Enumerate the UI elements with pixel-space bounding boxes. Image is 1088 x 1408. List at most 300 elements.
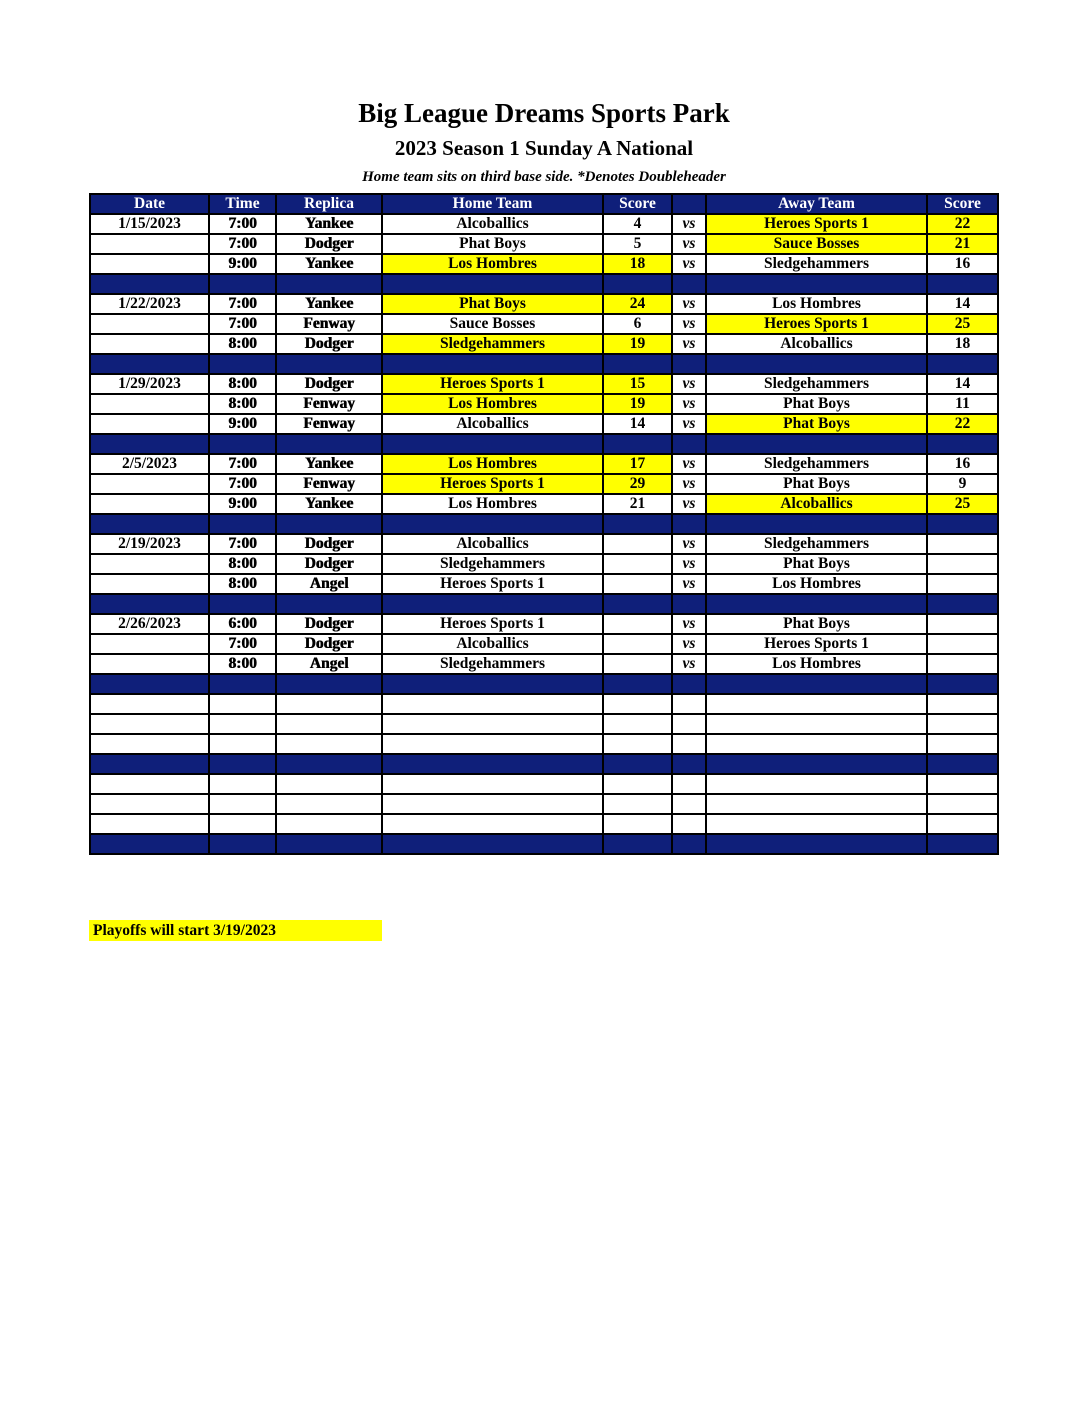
- away-score-cell: 25: [927, 314, 998, 334]
- home-team-cell: Los Hombres: [382, 254, 603, 274]
- home-score-cell: 4: [603, 214, 672, 234]
- away-team-cell: Los Hombres: [706, 654, 927, 674]
- separator-cell: [927, 594, 998, 614]
- away-team-cell: [706, 734, 927, 754]
- home-score-cell: 18: [603, 254, 672, 274]
- home-score-cell: 24: [603, 294, 672, 314]
- separator-cell: [672, 674, 706, 694]
- time-cell: [209, 694, 276, 714]
- separator-cell: [603, 274, 672, 294]
- schedule-note: Home team sits on third base side. *Denotes Doubleheader: [362, 169, 726, 185]
- home-score-cell: [603, 654, 672, 674]
- separator-cell: [672, 354, 706, 374]
- away-score-cell: [927, 814, 998, 834]
- date-cell: 1/22/2023: [90, 294, 209, 314]
- away-team-cell: Los Hombres: [706, 574, 927, 594]
- playoffs-note: Playoffs will start 3/19/2023: [89, 920, 382, 941]
- away-score-cell: [927, 654, 998, 674]
- away-team-cell: [706, 794, 927, 814]
- time-cell: 7:00: [209, 534, 276, 554]
- vs-cell: vs: [672, 614, 706, 634]
- home-score-cell: 19: [603, 334, 672, 354]
- home-score-cell: [603, 814, 672, 834]
- away-team-cell: [706, 714, 927, 734]
- replica-cell: Dodger: [276, 614, 382, 634]
- home-team-cell: Los Hombres: [382, 454, 603, 474]
- separator-cell: [706, 834, 927, 854]
- col-vs-header: [672, 194, 706, 214]
- table-row: [90, 554, 998, 574]
- separator-cell: [90, 594, 209, 614]
- away-team-cell: Los Hombres: [706, 294, 927, 314]
- away-team-cell: Sledgehammers: [706, 454, 927, 474]
- table-row: [90, 414, 998, 434]
- home-team-cell: Heroes Sports 1: [382, 614, 603, 634]
- replica-cell: Angel: [276, 654, 382, 674]
- separator-cell: [209, 674, 276, 694]
- away-team-cell: Alcoballics: [706, 494, 927, 514]
- table-row: [90, 774, 998, 794]
- date-cell: 1/29/2023: [90, 374, 209, 394]
- separator-cell: [209, 754, 276, 774]
- time-cell: 7:00: [209, 294, 276, 314]
- schedule-table: [89, 193, 999, 855]
- away-score-cell: 21: [927, 234, 998, 254]
- time-cell: 7:00: [209, 234, 276, 254]
- time-cell: [209, 734, 276, 754]
- replica-cell: Dodger: [276, 554, 382, 574]
- date-cell: [90, 794, 209, 814]
- time-cell: 8:00: [209, 574, 276, 594]
- away-score-cell: 22: [927, 214, 998, 234]
- col-date-header: Date: [90, 194, 209, 214]
- away-score-cell: [927, 534, 998, 554]
- replica-cell: Dodger: [276, 234, 382, 254]
- date-cell: [90, 314, 209, 334]
- table-row: [90, 794, 998, 814]
- home-team-cell: [382, 734, 603, 754]
- home-score-cell: [603, 614, 672, 634]
- separator-cell: [603, 754, 672, 774]
- home-team-cell: [382, 714, 603, 734]
- separator-cell: [382, 594, 603, 614]
- home-team-cell: Alcoballics: [382, 634, 603, 654]
- home-team-cell: Phat Boys: [382, 234, 603, 254]
- separator-cell: [90, 354, 209, 374]
- date-cell: 2/5/2023: [90, 454, 209, 474]
- away-score-cell: [927, 694, 998, 714]
- replica-cell: Yankee: [276, 494, 382, 514]
- separator-cell: [706, 514, 927, 534]
- separator-cell: [603, 354, 672, 374]
- date-cell: 2/19/2023: [90, 534, 209, 554]
- replica-cell: Fenway: [276, 394, 382, 414]
- time-cell: 8:00: [209, 654, 276, 674]
- vs-cell: [672, 734, 706, 754]
- week-separator-row: [90, 834, 998, 854]
- replica-cell: Yankee: [276, 454, 382, 474]
- home-team-cell: Los Hombres: [382, 494, 603, 514]
- away-team-cell: Phat Boys: [706, 414, 927, 434]
- week-separator-row: [90, 274, 998, 294]
- separator-cell: [672, 754, 706, 774]
- separator-cell: [603, 674, 672, 694]
- away-team-cell: Sledgehammers: [706, 254, 927, 274]
- replica-cell: [276, 714, 382, 734]
- home-score-cell: 29: [603, 474, 672, 494]
- away-team-cell: Phat Boys: [706, 614, 927, 634]
- home-score-cell: 19: [603, 394, 672, 414]
- table-row: [90, 494, 998, 514]
- separator-cell: [927, 434, 998, 454]
- date-cell: [90, 554, 209, 574]
- table-row: [90, 634, 998, 654]
- away-score-cell: [927, 774, 998, 794]
- separator-cell: [706, 754, 927, 774]
- week-separator-row: [90, 754, 998, 774]
- col-time-header: Time: [209, 194, 276, 214]
- away-score-cell: [927, 614, 998, 634]
- table-row: [90, 394, 998, 414]
- date-cell: [90, 814, 209, 834]
- time-cell: 7:00: [209, 634, 276, 654]
- date-cell: [90, 654, 209, 674]
- vs-cell: [672, 694, 706, 714]
- time-cell: 8:00: [209, 554, 276, 574]
- table-row: [90, 814, 998, 834]
- vs-cell: vs: [672, 314, 706, 334]
- home-score-cell: [603, 554, 672, 574]
- date-cell: 2/26/2023: [90, 614, 209, 634]
- date-cell: [90, 634, 209, 654]
- table-row: [90, 454, 998, 474]
- away-score-cell: 16: [927, 454, 998, 474]
- away-team-cell: Sauce Bosses: [706, 234, 927, 254]
- away-team-cell: Alcoballics: [706, 334, 927, 354]
- away-score-cell: [927, 734, 998, 754]
- table-row: [90, 694, 998, 714]
- separator-cell: [276, 834, 382, 854]
- away-score-cell: 18: [927, 334, 998, 354]
- time-cell: [209, 794, 276, 814]
- table-row: [90, 614, 998, 634]
- vs-cell: vs: [672, 574, 706, 594]
- date-cell: [90, 734, 209, 754]
- vs-cell: [672, 814, 706, 834]
- separator-cell: [90, 674, 209, 694]
- time-cell: [209, 814, 276, 834]
- replica-cell: Fenway: [276, 314, 382, 334]
- page-title: Big League Dreams Sports Park: [358, 98, 730, 128]
- vs-cell: vs: [672, 394, 706, 414]
- separator-cell: [927, 514, 998, 534]
- separator-cell: [276, 354, 382, 374]
- separator-cell: [276, 674, 382, 694]
- home-team-cell: [382, 694, 603, 714]
- separator-cell: [209, 594, 276, 614]
- separator-cell: [276, 754, 382, 774]
- away-score-cell: 14: [927, 294, 998, 314]
- date-cell: 1/15/2023: [90, 214, 209, 234]
- replica-cell: [276, 794, 382, 814]
- separator-cell: [382, 834, 603, 854]
- away-score-cell: [927, 714, 998, 734]
- separator-cell: [382, 274, 603, 294]
- away-team-cell: [706, 814, 927, 834]
- away-score-cell: [927, 574, 998, 594]
- page-subtitle: 2023 Season 1 Sunday A National: [394, 136, 694, 160]
- date-cell: [90, 494, 209, 514]
- table-row: [90, 214, 998, 234]
- separator-cell: [382, 434, 603, 454]
- home-team-cell: Los Hombres: [382, 394, 603, 414]
- table-row: [90, 474, 998, 494]
- separator-cell: [209, 274, 276, 294]
- week-separator-row: [90, 354, 998, 374]
- vs-cell: vs: [672, 454, 706, 474]
- replica-cell: Yankee: [276, 254, 382, 274]
- time-cell: 8:00: [209, 334, 276, 354]
- vs-cell: [672, 774, 706, 794]
- vs-cell: vs: [672, 494, 706, 514]
- home-team-cell: Heroes Sports 1: [382, 574, 603, 594]
- away-team-cell: Heroes Sports 1: [706, 634, 927, 654]
- time-cell: 8:00: [209, 394, 276, 414]
- home-team-cell: Alcoballics: [382, 214, 603, 234]
- away-team-cell: Sledgehammers: [706, 374, 927, 394]
- date-cell: [90, 574, 209, 594]
- table-row: [90, 294, 998, 314]
- time-cell: 8:00: [209, 374, 276, 394]
- date-cell: [90, 254, 209, 274]
- time-cell: 7:00: [209, 314, 276, 334]
- replica-cell: [276, 694, 382, 714]
- home-score-cell: [603, 734, 672, 754]
- away-score-cell: 11: [927, 394, 998, 414]
- table-row: [90, 374, 998, 394]
- separator-cell: [209, 354, 276, 374]
- replica-cell: Dodger: [276, 374, 382, 394]
- table-row: [90, 234, 998, 254]
- separator-cell: [382, 354, 603, 374]
- separator-cell: [90, 434, 209, 454]
- home-score-cell: 21: [603, 494, 672, 514]
- separator-cell: [672, 594, 706, 614]
- replica-cell: Yankee: [276, 214, 382, 234]
- replica-cell: Angel: [276, 574, 382, 594]
- away-team-cell: [706, 774, 927, 794]
- separator-cell: [603, 434, 672, 454]
- separator-cell: [927, 674, 998, 694]
- table-row: [90, 334, 998, 354]
- time-cell: [209, 714, 276, 734]
- home-score-cell: [603, 574, 672, 594]
- vs-cell: vs: [672, 234, 706, 254]
- separator-cell: [672, 514, 706, 534]
- date-cell: [90, 334, 209, 354]
- separator-cell: [603, 834, 672, 854]
- vs-cell: vs: [672, 654, 706, 674]
- separator-cell: [382, 754, 603, 774]
- separator-cell: [672, 274, 706, 294]
- away-score-cell: 9: [927, 474, 998, 494]
- week-separator-row: [90, 514, 998, 534]
- col-away-score-header: Score: [927, 194, 998, 214]
- replica-cell: Fenway: [276, 474, 382, 494]
- separator-cell: [672, 434, 706, 454]
- home-score-cell: [603, 714, 672, 734]
- home-score-cell: 14: [603, 414, 672, 434]
- table-row: [90, 574, 998, 594]
- separator-cell: [672, 834, 706, 854]
- col-home-team-header: Home Team: [382, 194, 603, 214]
- date-cell: [90, 474, 209, 494]
- replica-cell: [276, 734, 382, 754]
- table-row: [90, 534, 998, 554]
- replica-cell: Dodger: [276, 534, 382, 554]
- home-score-cell: [603, 774, 672, 794]
- home-team-cell: [382, 794, 603, 814]
- separator-cell: [90, 514, 209, 534]
- away-score-cell: 14: [927, 374, 998, 394]
- separator-cell: [706, 274, 927, 294]
- home-score-cell: 5: [603, 234, 672, 254]
- separator-cell: [276, 434, 382, 454]
- separator-cell: [927, 834, 998, 854]
- time-cell: 9:00: [209, 494, 276, 514]
- separator-cell: [209, 434, 276, 454]
- separator-cell: [603, 594, 672, 614]
- vs-cell: [672, 794, 706, 814]
- home-team-cell: Heroes Sports 1: [382, 474, 603, 494]
- away-score-cell: 22: [927, 414, 998, 434]
- away-team-cell: Heroes Sports 1: [706, 214, 927, 234]
- separator-cell: [706, 434, 927, 454]
- replica-cell: Yankee: [276, 294, 382, 314]
- date-cell: [90, 774, 209, 794]
- separator-cell: [706, 354, 927, 374]
- away-team-cell: Sledgehammers: [706, 534, 927, 554]
- col-replica-header: Replica: [276, 194, 382, 214]
- home-team-cell: Phat Boys: [382, 294, 603, 314]
- table-row: [90, 654, 998, 674]
- separator-cell: [90, 754, 209, 774]
- header-row: [90, 194, 998, 214]
- separator-cell: [382, 514, 603, 534]
- time-cell: 9:00: [209, 254, 276, 274]
- separator-cell: [209, 514, 276, 534]
- separator-cell: [276, 274, 382, 294]
- date-cell: [90, 234, 209, 254]
- away-score-cell: [927, 794, 998, 814]
- separator-cell: [927, 354, 998, 374]
- time-cell: [209, 774, 276, 794]
- separator-cell: [706, 594, 927, 614]
- date-cell: [90, 714, 209, 734]
- vs-cell: vs: [672, 334, 706, 354]
- away-team-cell: [706, 694, 927, 714]
- table-row: [90, 734, 998, 754]
- home-team-cell: Sauce Bosses: [382, 314, 603, 334]
- home-score-cell: 15: [603, 374, 672, 394]
- away-team-cell: Phat Boys: [706, 554, 927, 574]
- home-team-cell: [382, 774, 603, 794]
- home-score-cell: 17: [603, 454, 672, 474]
- vs-cell: vs: [672, 634, 706, 654]
- home-score-cell: [603, 534, 672, 554]
- separator-cell: [927, 274, 998, 294]
- home-score-cell: [603, 694, 672, 714]
- home-score-cell: [603, 794, 672, 814]
- home-team-cell: [382, 814, 603, 834]
- away-team-cell: Phat Boys: [706, 474, 927, 494]
- vs-cell: vs: [672, 534, 706, 554]
- vs-cell: [672, 714, 706, 734]
- date-cell: [90, 694, 209, 714]
- replica-cell: Fenway: [276, 414, 382, 434]
- separator-cell: [90, 834, 209, 854]
- away-score-cell: 25: [927, 494, 998, 514]
- vs-cell: vs: [672, 214, 706, 234]
- away-score-cell: [927, 554, 998, 574]
- col-home-score-header: Score: [603, 194, 672, 214]
- home-score-cell: [603, 634, 672, 654]
- replica-cell: Dodger: [276, 334, 382, 354]
- separator-cell: [603, 514, 672, 534]
- replica-cell: [276, 774, 382, 794]
- time-cell: 7:00: [209, 454, 276, 474]
- time-cell: 7:00: [209, 474, 276, 494]
- vs-cell: vs: [672, 474, 706, 494]
- separator-cell: [276, 594, 382, 614]
- separator-cell: [382, 674, 603, 694]
- home-team-cell: Alcoballics: [382, 414, 603, 434]
- time-cell: 7:00: [209, 214, 276, 234]
- date-cell: [90, 394, 209, 414]
- vs-cell: vs: [672, 414, 706, 434]
- date-cell: [90, 414, 209, 434]
- week-separator-row: [90, 674, 998, 694]
- away-team-cell: Heroes Sports 1: [706, 314, 927, 334]
- separator-cell: [209, 834, 276, 854]
- replica-cell: Dodger: [276, 634, 382, 654]
- home-team-cell: Sledgehammers: [382, 334, 603, 354]
- table-row: [90, 714, 998, 734]
- week-separator-row: [90, 594, 998, 614]
- replica-cell: [276, 814, 382, 834]
- vs-cell: vs: [672, 374, 706, 394]
- vs-cell: vs: [672, 294, 706, 314]
- away-score-cell: 16: [927, 254, 998, 274]
- table-row: [90, 314, 998, 334]
- separator-cell: [90, 274, 209, 294]
- home-team-cell: Alcoballics: [382, 534, 603, 554]
- vs-cell: vs: [672, 254, 706, 274]
- away-score-cell: [927, 634, 998, 654]
- col-away-team-header: Away Team: [706, 194, 927, 214]
- separator-cell: [706, 674, 927, 694]
- separator-cell: [927, 754, 998, 774]
- home-score-cell: 6: [603, 314, 672, 334]
- home-team-cell: Sledgehammers: [382, 654, 603, 674]
- table-row: [90, 254, 998, 274]
- home-team-cell: Heroes Sports 1: [382, 374, 603, 394]
- time-cell: 6:00: [209, 614, 276, 634]
- away-team-cell: Phat Boys: [706, 394, 927, 414]
- home-team-cell: Sledgehammers: [382, 554, 603, 574]
- separator-cell: [276, 514, 382, 534]
- time-cell: 9:00: [209, 414, 276, 434]
